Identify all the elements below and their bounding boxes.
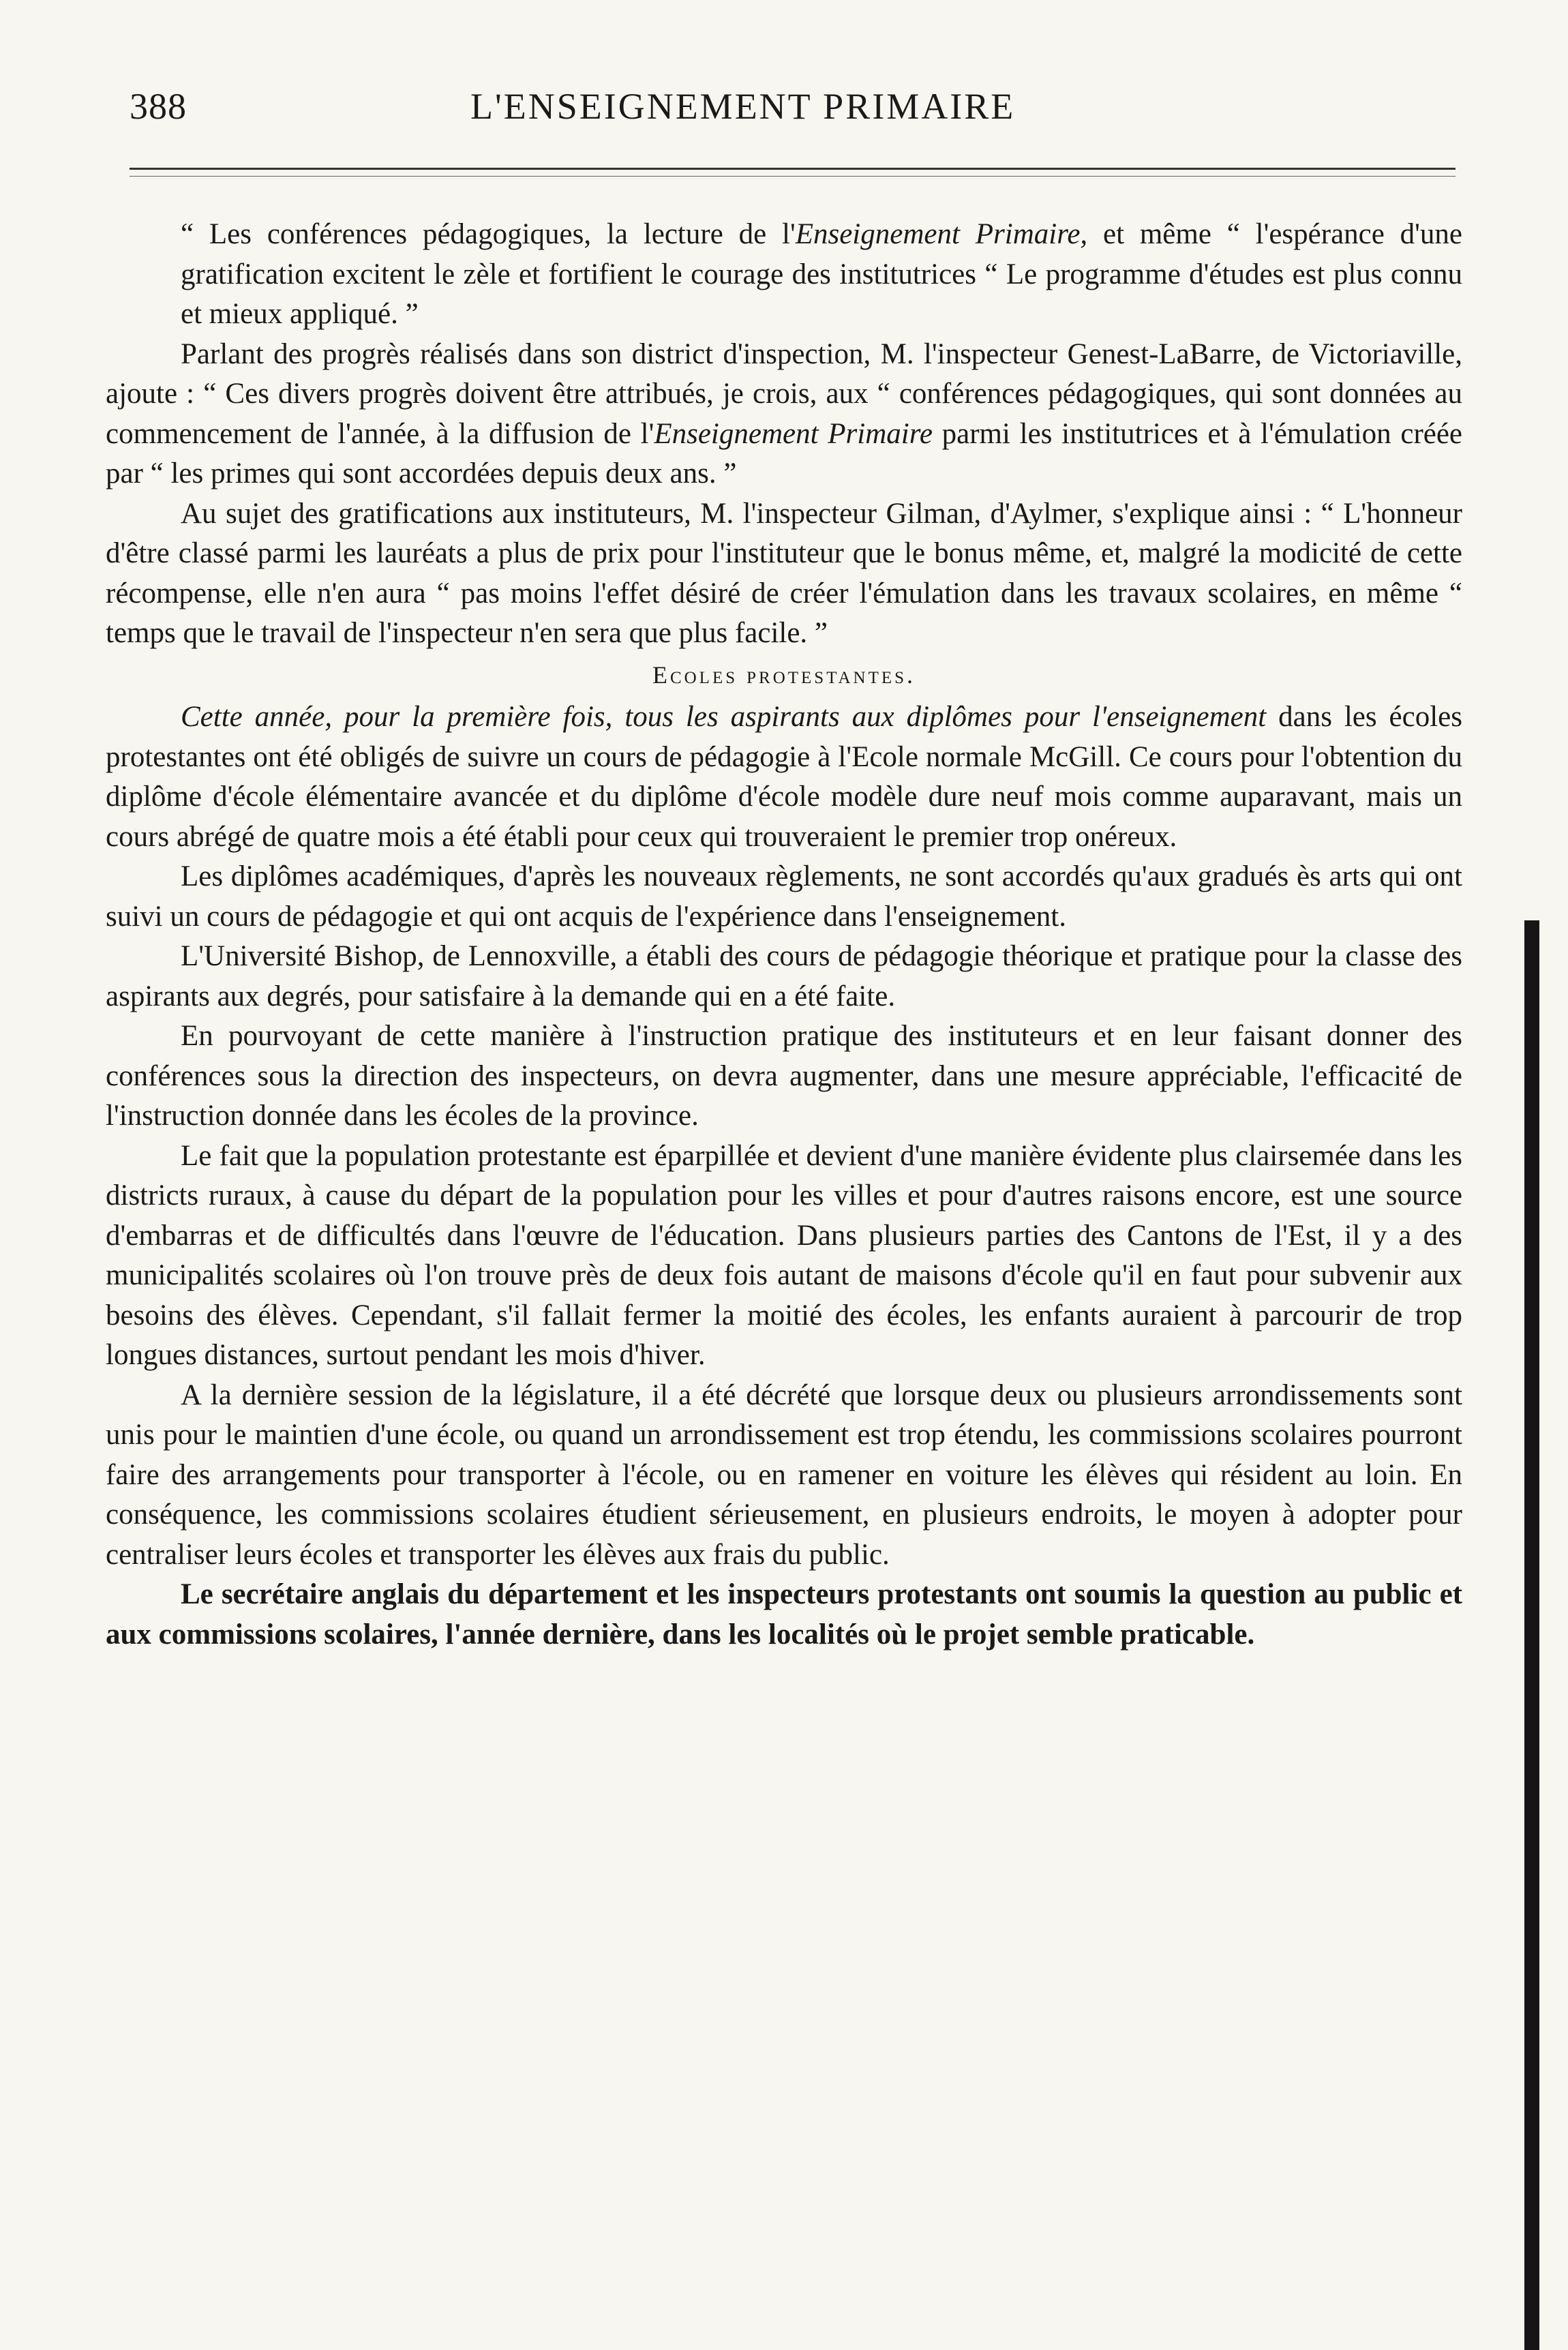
- paragraph: [106, 697, 1462, 857]
- paragraph: En pourvoyant de cette manière à l'instruction pratique des instituteurs et en leur faisant donner des conférences sous la direction des inspecteurs, on devra augmenter, dans une mesure appréciable, l'efficacité de l'instruction donnée dans les écoles de la province.: [106, 1020, 1462, 1132]
- paragraph: L'Université Bishop, de Lennoxville, a établi des cours de pédagogie théorique et pratique pour la classe des aspirants aux degrés, pour satisfaire à la demande qui en a été faite.: [106, 940, 1462, 1012]
- paragraph: Le secrétaire anglais du département et les inspecteurs protestants ont soumis la question au public et aux commissions scolaires, l'année dernière, dans les localités où le projet semble praticable.: [106, 1578, 1462, 1651]
- paragraph-lead: Cette année, pour la première fois, tous les aspirants aux diplômes pour l'enseignement: [181, 701, 1267, 733]
- paragraph: Les diplômes académiques, d'après les nouveaux règlements, ne sont accordés qu'aux gradués ès arts qui ont suivi un cours de pédagogie et qui ont acquis de l'expérience dans l'enseignement.: [106, 860, 1462, 933]
- paragraph-text: “ Les conférences pédagogiques, la lecture de l': [181, 218, 796, 250]
- page-edge-shadow: [1524, 920, 1539, 2350]
- paragraph: A la dernière session de la législature, il a été décrété que lorsque deux ou plusieurs arrondissements sont unis pour le maintien d'une école, ou quand un arrondissement est trop étendu, les commissions scolaires pourront faire des arrangements pour transporter à l'école, ou en ramener en voiture les élèves qui résident au loin. En conséquence, les commissions scolaires étudient sérieusement, en plusieurs endroits, le moyen à adopter pour centraliser leurs écoles et transporter les élèves aux frais du public.: [106, 1379, 1462, 1571]
- paragraph-text: parmi les institutrices et à l'émulation créée par “ les primes qui sont accordées depuis deux ans. ”: [106, 417, 1463, 489]
- page-number: 388: [130, 86, 187, 127]
- journal-title: Enseignement Primaire: [654, 417, 933, 450]
- quote-paragraph: [106, 215, 1462, 335]
- page-header: [0, 0, 1568, 177]
- paragraph-text: dans les écoles protestantes ont été obligés de suivre un cours de pédagogie à l'Ecole normale McGill. Ce cours pour l'obtention du diplôme d'école élémentaire avancée et du diplôme d'école modèle dure neuf mois comme auparavant, mais un cours abrégé de quatre mois a été établi pour ceux qui trouveraient le premier trop onéreux.: [106, 701, 1462, 853]
- section-heading: Ecoles protestantes.: [652, 661, 916, 689]
- paragraph: Au sujet des gratifications aux instituteurs, M. l'inspecteur Gilman, d'Aylmer, s'explique ainsi : “ L'honneur d'être classé parmi les lauréats a plus de prix pour l'instituteur que le bonus même, et, malgré la modicité de cette récompense, elle n'en aura “ pas moins l'effet désiré de créer l'émulation dans les travaux scolaires, en même “ temps que le travail de l'inspecteur n'en sera que plus facile. ”: [106, 497, 1462, 649]
- paragraph-text: Parlant des progrès réalisés dans son district d'inspection, M. l'inspecteur Genest-LaBarre, de Victoriaville, ajoute : “ Ces divers progrès doivent être attribués, je crois, aux “ conférences pédagogiques, qui sont données au commencement de l'année, à la diffusion de l': [106, 337, 1462, 450]
- header-rule-thin: [130, 176, 1456, 177]
- running-title: L'ENSEIGNEMENT PRIMAIRE: [470, 86, 1016, 127]
- paragraph: Le fait que la population protestante est éparpillée et devient d'une manière évidente plus clairsemée dans les districts ruraux, à cause du départ de la population pour les villes et pour d'autres raisons encore, est une source d'embarras et de difficultés dans l'œuvre de l'éducation. Dans plusieurs parties des Cantons de l'Est, il y a des municipalités scolaires où l'on trouve près de deux fois autant de maisons d'école qu'il en faut pour subvenir aux besoins des élèves. Cependant, s'il fallait fermer la moitié des écoles, les enfants auraient à parcourir de trop longues distances, surtout pendant les mois d'hiver.: [106, 1139, 1462, 1371]
- journal-title: Enseignement Primaire,: [795, 218, 1088, 250]
- paragraph: [106, 335, 1462, 494]
- body-text: [106, 215, 1462, 1655]
- header-rule: [130, 168, 1456, 170]
- paragraph-text: et même “ l'espérance d'une gratification excitent le zèle et fortifient le courage des institutrices “ Le programme d'études est plus connu et mieux appliqué. ”: [181, 218, 1462, 330]
